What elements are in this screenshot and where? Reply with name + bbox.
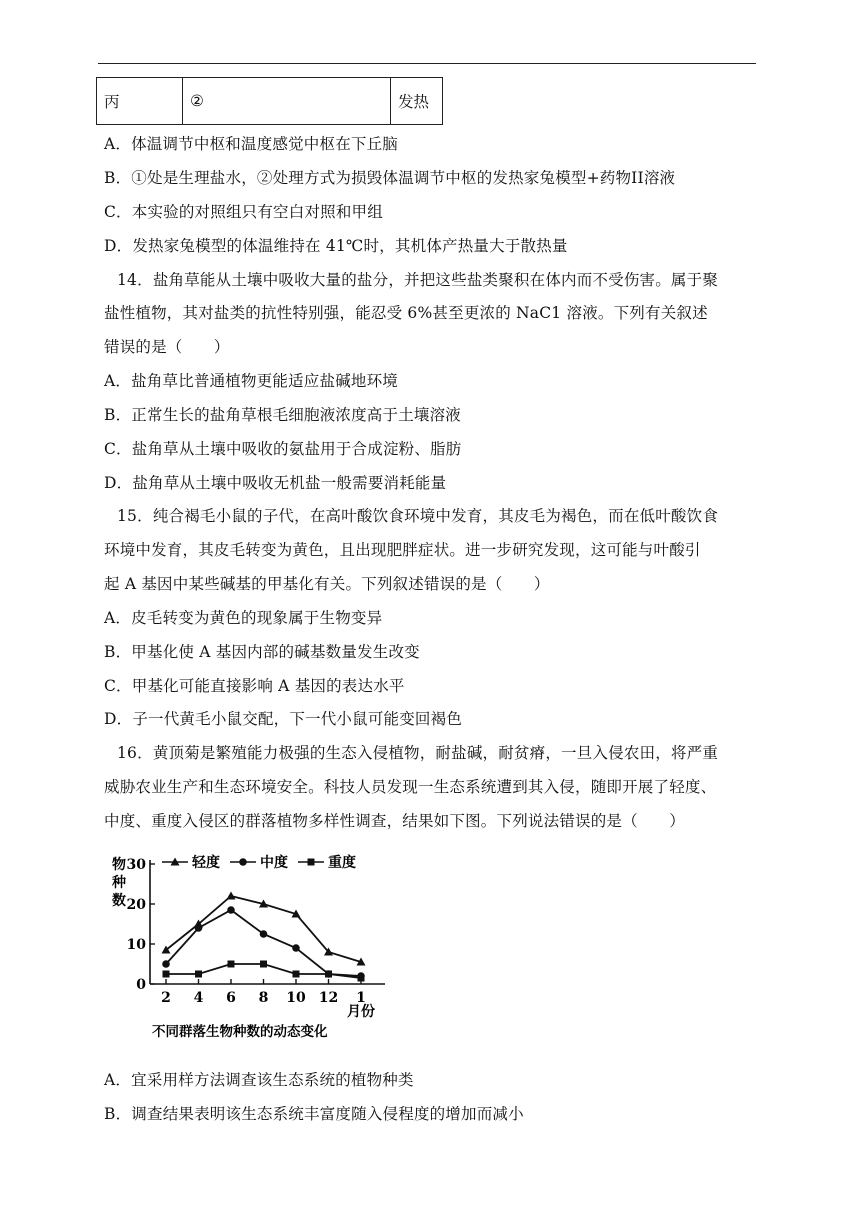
- q15-stem-line-2: 环境中发育，其皮毛转变为黄色，且出现肥胖症状。进一步研究发现，这可能与叶酸引: [104, 541, 701, 559]
- q14-option-a: A．盐角草比普通植物更能适应盐碱地环境: [104, 372, 398, 390]
- legend-label: 重度: [328, 855, 356, 871]
- table-cell-treatment: ②: [183, 78, 391, 125]
- x-tick-label: 12: [318, 990, 339, 1006]
- legend-label: 轻度: [192, 855, 220, 871]
- data-point: [292, 944, 300, 952]
- q14-stem-line-1: 14．盐角草能从土壤中吸收大量的盐分，并把这些盐类聚积在体内而不受伤害。属于聚: [117, 271, 719, 289]
- data-point: [227, 906, 235, 914]
- table-cell-group: 丙: [97, 78, 183, 125]
- legend-label: 中度: [260, 855, 288, 871]
- data-point: [358, 975, 365, 982]
- y-tick-label: 10: [126, 937, 146, 953]
- q13-option-b: B．①处是生理盐水，②处理方式为损毁体温调节中枢的发热家兔模型+药物II溶液: [104, 169, 676, 187]
- table-fragment: [96, 77, 443, 125]
- y-axis-label-char: 种: [112, 875, 126, 891]
- chart-legend: [162, 854, 356, 871]
- data-point: [293, 971, 300, 978]
- y-tick-label: 20: [126, 897, 146, 913]
- q13-option-c: C．本实验的对照组只有空白对照和甲组: [104, 203, 383, 221]
- data-point: [260, 930, 268, 938]
- y-tick-label: 0: [136, 977, 146, 993]
- y-tick-label: 30: [126, 857, 146, 873]
- x-tick-label: 10: [286, 990, 306, 1006]
- chart-title: 不同群落生物种数的动态变化: [152, 1024, 328, 1040]
- q16-option-b: B．调查结果表明该生态系统丰富度随入侵程度的增加而减小: [104, 1105, 524, 1123]
- q14-stem-line-3: 错误的是（ ）: [104, 338, 230, 356]
- data-point: [260, 961, 267, 968]
- table-row: [97, 78, 443, 125]
- q16-option-a: A．宜采用样方法调查该生态系统的植物种类: [104, 1071, 414, 1089]
- chart-axes: [127, 857, 385, 1006]
- data-point: [227, 892, 236, 900]
- data-point: [195, 924, 203, 932]
- x-tick-label: 1: [356, 990, 366, 1006]
- x-tick-label: 8: [258, 990, 269, 1006]
- q15-option-d: D．子一代黄毛小鼠交配，下一代小鼠可能变回褐色: [104, 710, 463, 728]
- x-axis-label: 月份: [347, 1004, 375, 1020]
- q15-stem-line-1: 15．纯合褐毛小鼠的子代，在高叶酸饮食环境中发育，其皮毛为褐色，而在低叶酸饮食: [117, 507, 719, 525]
- q15-option-c: C．甲基化可能直接影响 A 基因的表达水平: [104, 677, 405, 695]
- data-point: [228, 961, 235, 968]
- q16-stem-line-1: 16．黄顶菊是繁殖能力极强的生态入侵植物，耐盐碱，耐贫瘠，一旦入侵农田，将严重: [117, 744, 719, 762]
- q14-stem-line-2: 盐性植物，其对盐类的抗性特别强，能忍受 6%甚至更浓的 NaC1 溶液。下列有关叙述: [104, 304, 708, 322]
- x-tick-label: 6: [226, 990, 236, 1006]
- chart-series: [162, 892, 366, 982]
- q16-stem-line-3: 中度、重度入侵区的群落植物多样性调查，结果如下图。下列说法错误的是（ ）: [104, 812, 685, 830]
- chart-svg: [100, 850, 400, 1040]
- legend-marker: [308, 859, 315, 866]
- table-cell-result: 发热: [391, 78, 443, 125]
- x-tick-label: 4: [193, 990, 204, 1006]
- q14-option-c: C．盐角草从土壤中吸收的氨盐用于合成淀粉、脂肪: [104, 440, 462, 458]
- x-tick-label: 2: [161, 990, 171, 1006]
- data-point: [195, 971, 202, 978]
- data-point: [163, 971, 170, 978]
- y-axis-label-char: 数: [112, 893, 126, 909]
- data-point: [162, 960, 170, 968]
- legend-marker: [239, 858, 247, 866]
- species-count-chart: [100, 850, 400, 1044]
- q14-option-b: B．正常生长的盐角草根毛细胞液浓度高于土壤溶液: [104, 406, 461, 424]
- q16-stem-line-2: 威胁农业生产和生态环境安全。科技人员发现一生态系统遭到其入侵，随即开展了轻度、: [104, 778, 717, 796]
- q13-option-d: D．发热家兔模型的体温维持在 41℃时，其机体产热量大于散热量: [104, 237, 568, 255]
- q14-option-d: D．盐角草从土壤中吸收无机盐一般需要消耗能量: [104, 474, 447, 492]
- q15-option-a: A．皮毛转变为黄色的现象属于生物变异: [104, 609, 383, 627]
- data-point: [325, 971, 332, 978]
- top-rule: [98, 63, 756, 64]
- y-axis-label-char: 物: [112, 857, 126, 873]
- q13-option-a: A．体温调节中枢和温度感觉中枢在下丘脑: [104, 135, 398, 153]
- q15-stem-line-3: 起 A 基因中某些碱基的甲基化有关。下列叙述错误的是（ ）: [104, 575, 550, 593]
- q15-option-b: B．甲基化使 A 基因内部的碱基数量发生改变: [104, 643, 420, 661]
